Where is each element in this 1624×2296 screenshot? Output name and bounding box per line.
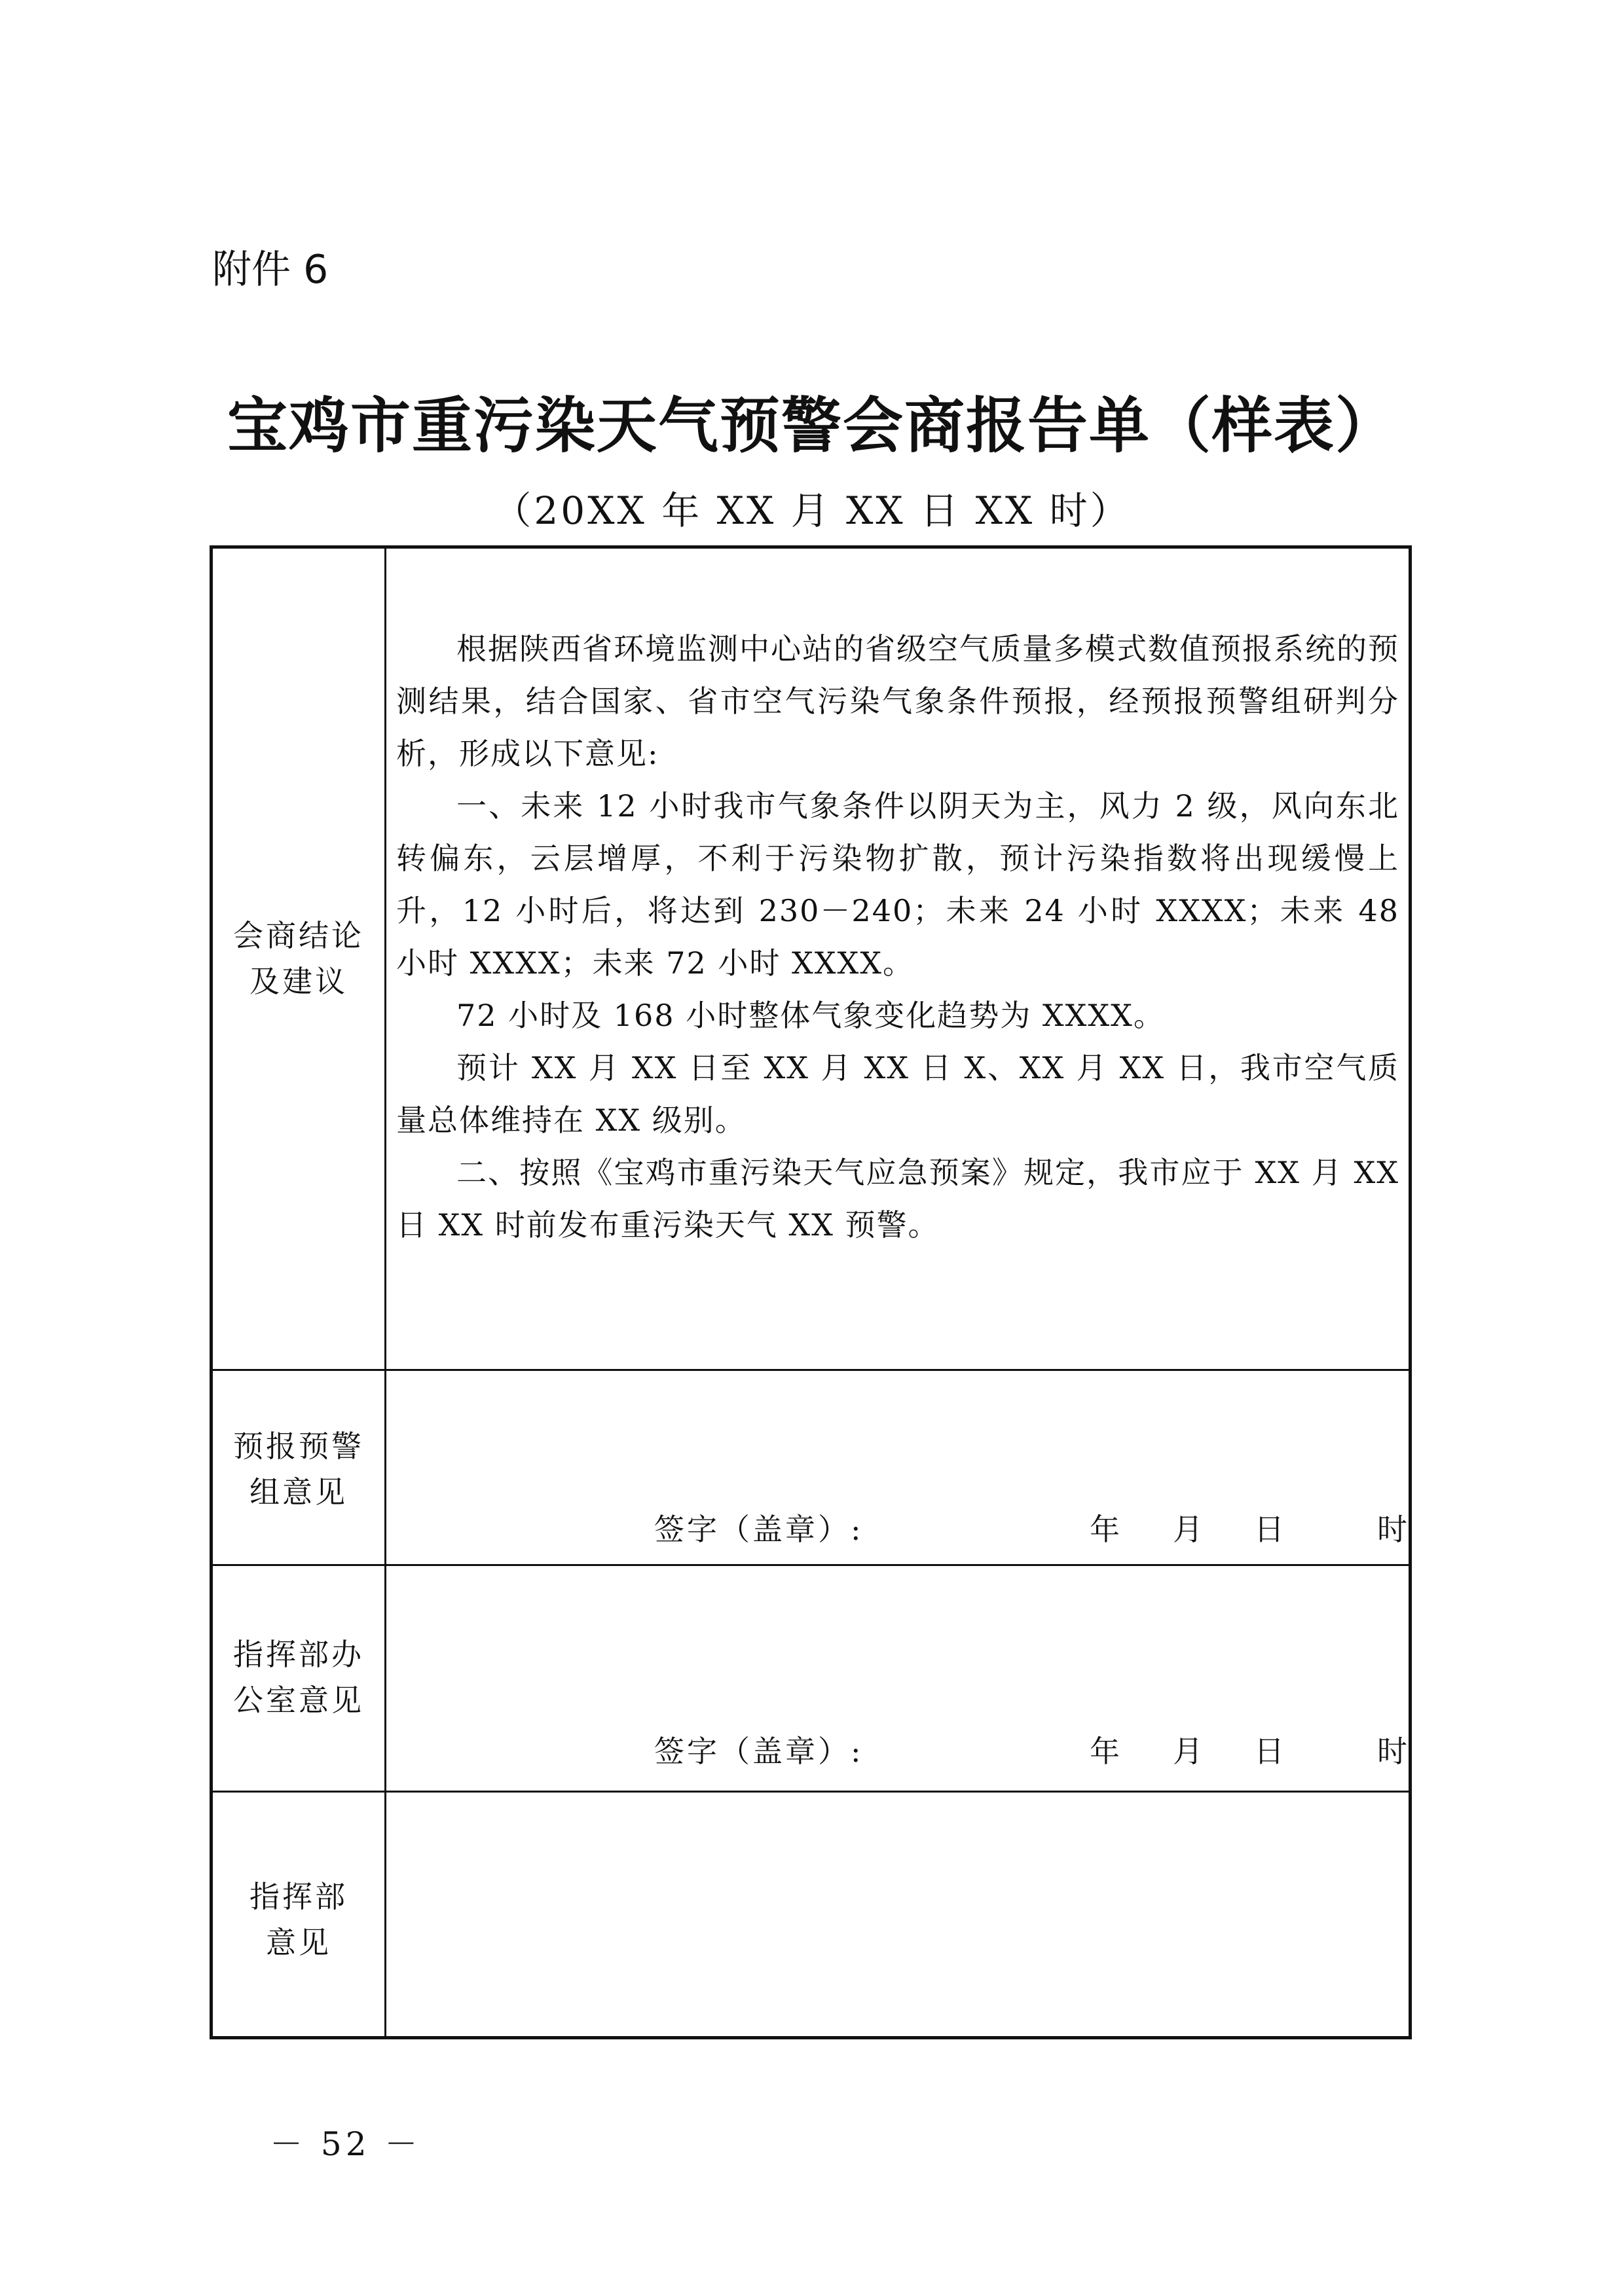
hour-label: 时 [1377,1734,1407,1769]
month-label: 月 [1173,1512,1203,1547]
signature-label: 签字（盖章）: [654,1512,864,1547]
signature-label: 签字（盖章）: [654,1734,864,1769]
conclusion-paragraph-2: 一、未来 12 小时我市气象条件以阴天为主，风力 2 级，风向东北转偏东，云层增厚，不利于污染物扩散，预计污染指数将出现缓慢上升，12 小时后，将达到 230－240；未来 24 小时 XXXX；未来 48 小时 XXXX；未来 72 小时 XXXX。 [396,788,1399,981]
command-label-line1: 指挥部 [249,1879,348,1914]
command-office-label [213,1631,384,1723]
command-row [213,1791,1409,2036]
command-office-label-line1: 指挥部办 [233,1637,364,1672]
conclusion-content [396,623,1399,1251]
day-label: 日 [1254,1512,1284,1547]
conclusion-label-line2: 及建议 [249,964,348,999]
conclusion-paragraph-3: 72 小时及 168 小时整体气象变化趋势为 XXXX。 [456,998,1165,1033]
year-label: 年 [1090,1734,1120,1769]
conclusion-paragraph-4: 预计 XX 月 XX 日至 XX 月 XX 日 X、XX 月 XX 日，我市空气质量总体维持在 XX 级别。 [396,1050,1399,1138]
report-form [210,545,1412,2039]
conclusion-paragraph-1: 根据陕西省环境监测中心站的省级空气质量多模式数值预报系统的预测结果，结合国家、省市空气污染气象条件预报，经预报预警组研判分析，形成以下意见: [396,631,1399,771]
conclusion-row [213,549,1409,1369]
command-office-label-line2: 公室意见 [233,1683,364,1718]
forecast-group-label-line2: 组意见 [249,1474,348,1510]
attachment-label: 附件 6 [212,247,329,293]
month-label: 月 [1173,1734,1203,1769]
command-label-line2: 意见 [266,1925,331,1960]
conclusion-label-line1: 会商结论 [233,918,364,953]
command-office-row [213,1564,1409,1791]
day-label: 日 [1254,1734,1284,1769]
page-title: 宝鸡市重污染天气预警会商报告单（样表） [227,390,1397,461]
year-label: 年 [1090,1512,1120,1547]
conclusion-label [213,913,384,1004]
forecast-group-label-line1: 预报预警 [233,1429,364,1464]
report-datetime: （20XX 年 XX 月 XX 日 XX 时） [493,488,1131,533]
command-label [213,1874,384,1965]
page-number: － 52 － [270,2125,422,2163]
conclusion-paragraph-5: 二、按照《宝鸡市重污染天气应急预案》规定，我市应于 XX 月 XX 日 XX 时前发布重污染天气 XX 预警。 [396,1155,1399,1243]
forecast-group-label [213,1423,384,1515]
forecast-group-row [213,1369,1409,1564]
hour-label: 时 [1377,1512,1407,1547]
